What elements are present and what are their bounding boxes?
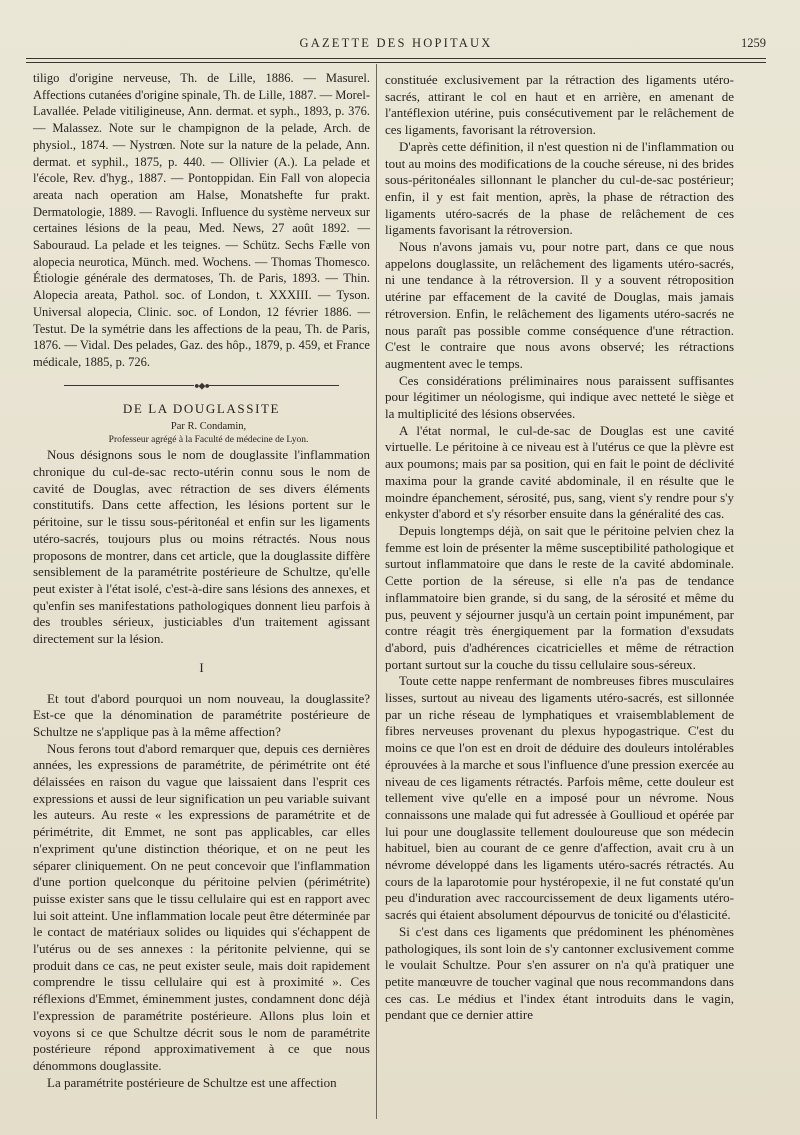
paragraph: Toute cette nappe renfermant de nombreuses fibres musculaires lisses, surtout au niveau des ligaments utéro-sacrés, est sillonnée par un riche réseau de lymphatiques et vraisemblablement de fibres nerveuses provenant du plexus hypogastrique. C'est du moins ce que l'on est en droit de déduire des douleurs intolérables éprouvées à la marche et sous l'influence d'une pression exercée au niveau de ces ligaments rétractés. Parfois même, cette douleur est tellement vive qu'elle en a imposé pour un névrome. Nous connaissons une malade qui fut adressée à Goullioud et opérée par lui pour une douglassite tellement douloureuse que son médecin habituel, bien au courant de ce genre d'affection, avait cru à un névrome développé dans les ligaments utéro-sacrés rétractés. Au cours de la laparotomie pour hystéropexie, il ne fut constaté qu'un peu d'induration avec raccourcissement de deux ligaments utéro-sacrés qui étaient absolument dépourvus de tonicité ou d'élasticité.	[385, 673, 734, 923]
column-divider	[376, 64, 377, 1119]
intro-paragraph: Nous désignons sous le nom de douglassite l'inflammation chronique du cul-de-sac recto-utérin connu sous le nom de cavité de Douglas, avec rétraction de ses divers éléments constitutifs. Dans cette affection, les lésions portent sur le péritoine, sur le tissu sous-péritonéal et enfin sur les ligaments utéro-sacrés, toujours plus ou moins rétractés. Nous nous proposons de montrer, dans cet article, que la douglassite diffère sensiblement de la paramétrite postérieure de Schultze, qu'elle peut exister à l'état isolé, c'est-à-dire sans lésions des annexes, et qu'enfin ses manifestations pathologiques donnent lieu parfois à des troubles sérieux, justiciables d'un traitement agissant directement sur la lésion.	[33, 447, 370, 647]
section-separator: ●◆●	[33, 377, 370, 387]
paragraph: Si c'est dans ces ligaments que prédominent les phénomènes pathologiques, ils sont loin de s'y cantonner exclusivement comme le voulait Schultze. Pour s'en assurer on n'a qu'à pratiquer une petite manœuvre de toucher vaginal que nous recommandons dans ces cas. Le médius et l'index étant introduits dans le vagin, pendant que ce dernier attire	[385, 923, 734, 1023]
author-affiliation: Professeur agrégé à la Faculté de médecine de Lyon.	[108, 435, 309, 446]
paragraph: Et tout d'abord pourquoi un nom nouveau, la douglassite? Est-ce que la dénomination de paramétrite postérieure de Schultze ne s'applique pas à la même affection?	[33, 690, 370, 739]
paragraph: constituée exclusivement par la rétraction des ligaments utéro-sacrés, attirant le col en haut et en arrière, en amenant de l'antéflexion utérine, puis consécutivement par le relâchement de ces ligaments, favorisant la rétroversion.	[385, 72, 734, 138]
journal-title: GAZETTE DES HOPITAUX	[299, 36, 493, 50]
page-number: 1259	[741, 36, 766, 50]
article-title: DE LA DOUGLASSITE	[122, 400, 281, 416]
paragraph: D'après cette définition, il n'est question ni de l'inflammation ou tout au moins des modifications de la couche séreuse, ni des brides sous-péritonéales sillonnant le plancher du cul-de-sac postérieur; enfin, il y est fait mention, après, la phase de rétraction des ligaments utéro-sacrés de la phase de relâchement de ces ligaments favorisant la rétroversion.	[385, 138, 734, 238]
right-column	[385, 72, 734, 1024]
left-column	[33, 70, 370, 1091]
bibliography-references: tiligo d'origine nerveuse, Th. de Lille, 1886. — Masurel. Affections cutanées d'origine spinale, Th. de Lille, 1887. — Morel-Lavallée. Pelade vitiligineuse, Ann. dermat. et syph., 1893, p. 376. — Malassez. Note sur le champignon de la pelade, Arch. de physiol., 1874. — Nystrœn. Note sur la nature de la pelade, Ann. dermat. et syphil., 1875, p. 440. — Ollivier (A.). La pelade et l'école, Rev. d'hyg., 1887. — Pontoppidan. Ein Fall von alopecia areata nach operation am Halse, Monatshefte fur prakt. Dermatologie, 1889. — Ravogli. Influence du système nerveux sur certaines lésions de la peau, Med. News, 27 août 1892. — Sabouraud. La pelade et les teignes. — Schütz. Sechs Fælle von alopecia neurotica, Münch. med. Wochens. — Thomas Thomesco. Étiologie générale des dermatoses, Th. de Paris, 1893. — Thin. Alopecia areata, Pathol. soc. of London, t. XXXIII. — Tyson. Universal alopecia, Clinic. soc. of London, 12 février 1886. — Testut. De la symétrie dans les affections de la peau, Th. de Paris, 1876. — Vidal. Des pelades, Gaz. des hôp., 1879, p. 459, et France médicale, 1885, p. 726.	[33, 71, 370, 369]
article-byline: Par R. Condamin,	[170, 421, 247, 433]
paragraph: Nous ferons tout d'abord remarquer que, depuis ces dernières années, les expressions de paramétrite, de périmétrite ont été délaissées en raison du vague que laissaient dans l'esprit ces expressions et aussi de leur signification un peu variable suivant les auteurs. Au reste « les expressions de paramétrite et de périmétrite, dit Emmet, ne sont pas applicables, car elles n'expriment qu'une distinction théorique, et on ne peut les séparer cliniquement. On ne peut concevoir que l'inflammation d'une portion quelconque du péritoine pelvien (périmétrite) puisse exister sans que le tissu cellulaire qui est en rapport avec lui soit atteint. Une inflammation locale peut être déterminée par le contact de matériaux solides ou liquides qui s'échappent de l'utérus ou de ses annexes : la péritonite pelvienne, qui se produit dans ce cas, ne peut exister seule, mais doit rapidement comprendre le tissu cellulaire qui est à proximité ». Ces réflexions d'Emmet, éminemment justes, condamnent donc déjà l'expression de paramétrite postérieure. Allons plus loin et voyons si ce que Schultze décrit sous le nom de paramétrite postérieure répond approximativement à ce que nous dénommons douglassite.	[33, 740, 370, 1073]
paragraph: La paramétrite postérieure de Schultze est une affection	[47, 1074, 337, 1090]
paragraph: A l'état normal, le cul-de-sac de Douglas est une cavité virtuelle. Le péritoine à ce niveau est à l'utérus ce que la plèvre est aux poumons; mais par sa position, qui en fait le point de déclivité maxima pour la grande cavité abdominale, il en résulte que le moindre épanchement, sérosité, pus, sang, vient s'y rendre pour s'y enkyster d'abord et s'y résorber ensuite dans la généralité des cas.	[385, 422, 734, 522]
header-rule	[26, 58, 766, 63]
running-head	[26, 30, 766, 50]
paragraph: Nous n'avons jamais vu, pour notre part, dans ce que nous appelons douglassite, un relâchement des ligaments utéro-sacrés, ni une tendance à la rétroversion. Il y a souvent rétroposition utérine par effacement de la cavité de Douglas, mais jamais rétroversion. Enfin, le relâchement des ligaments utéro-sacrés ne nous paraît pas possible comme conséquence d'une rétraction. C'est le contraire que nous avons observé; les rétractions augmentent avec le temps.	[385, 239, 734, 371]
paragraph: Depuis longtemps déjà, on sait que le péritoine pelvien chez la femme est loin de présenter la même susceptibilité pathologique et surtout inflammatoire que dans le reste de la cavité abdominale. Cette portion de la séreuse, si elle n'a pas de tendance inflammatoire bien grande, si du sang, de la sérosité et même du pus, peuvent y séjourner jusqu'à un certain point impunément, par contre réagit très énergiquement par la formation d'exsudats d'abord, puis d'adhérences cicatricielles et même de rétraction portant surtout sur la couche du tissu cellulaire sous-séreux.	[385, 522, 734, 672]
section-number: I	[199, 659, 204, 675]
paragraph: Ces considérations préliminaires nous paraissent suffisantes pour légitimer un néologisme, qui indique avec netteté le siège et la multiplicité des lésions observées.	[385, 372, 734, 422]
